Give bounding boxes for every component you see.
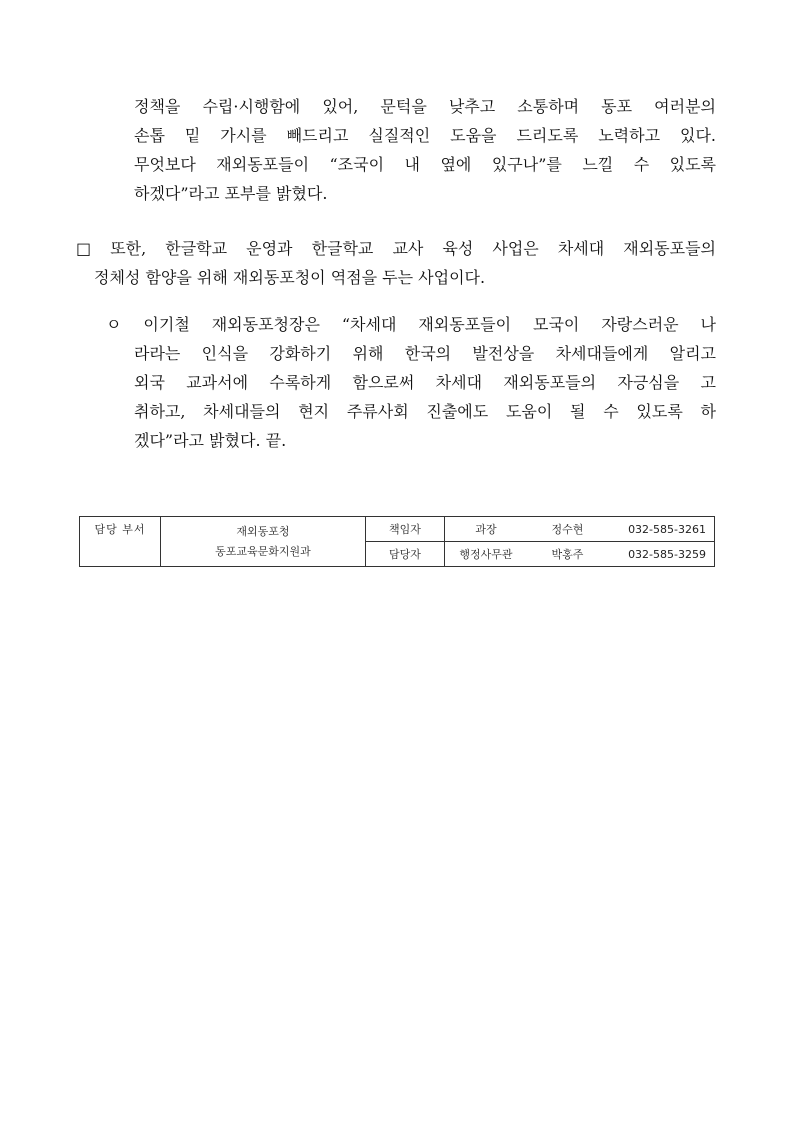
dept-name-line: 재외동포청 <box>236 524 290 538</box>
detail-cell <box>445 517 715 542</box>
dept-name-cell <box>161 517 366 567</box>
detail-row <box>445 546 714 562</box>
text-line-with-marker <box>106 310 716 339</box>
bullet-paragraph-circle-continuation <box>134 339 716 455</box>
bullet-paragraph-square-continuation <box>94 263 716 292</box>
square-bullet-icon: □ <box>76 239 92 258</box>
text-line-with-marker <box>76 234 716 263</box>
bullet-paragraph-circle <box>106 310 716 339</box>
text-line: 손톱 밑 가시를 빼드리고 실질적인 도움을 드리도록 노력하고 있다. <box>134 126 716 145</box>
person-name: 박홍주 <box>551 548 584 561</box>
phone-number: 032-585-3261 <box>628 522 706 536</box>
contact-table <box>79 516 715 567</box>
text-line: 취하고, 차세대들의 현지 주류사회 진출에도 도움이 될 수 있도록 하 <box>134 402 716 421</box>
paragraph-continuation <box>134 92 716 208</box>
text-line: 또한, 한글학교 운영과 한글학교 교사 육성 사업은 차세대 재외동포들의 <box>110 239 716 258</box>
text-line: 이기철 재외동포청장은 “차세대 재외동포들이 모국이 자랑스러운 나 <box>143 315 717 334</box>
person-name: 정수현 <box>551 523 584 536</box>
dept-label-cell: 담당 부서 <box>80 517 161 567</box>
text-line: 정책을 수립·시행함에 있어, 문턱을 낮추고 소통하며 동포 여러분의 <box>134 97 716 116</box>
text-line: 라라는 인식을 강화하기 위해 한국의 발전상을 차세대들에게 알리고 <box>134 344 716 363</box>
phone-number: 032-585-3259 <box>628 547 706 561</box>
text-line: 무엇보다 재외동포들이 “조국이 내 옆에 있구나”를 느낄 수 있도록 <box>134 155 716 174</box>
table-row <box>80 517 715 542</box>
text-line: 외국 교과서에 수록하게 함으로써 차세대 재외동포들의 자긍심을 고 <box>134 373 716 392</box>
detail-row <box>445 521 714 537</box>
role-cell: 책임자 <box>366 517 445 542</box>
dept-name-line: 동포교육문화지원과 <box>215 544 311 558</box>
text-line: 정체성 함양을 위해 재외동포청이 역점을 두는 사업이다. <box>94 268 486 287</box>
job-title: 행정사무관 <box>459 548 513 561</box>
circle-bullet-icon: ㅇ <box>106 315 122 334</box>
text-line: 하겠다”라고 포부를 밝혔다. <box>134 184 328 203</box>
text-line: 겠다”라고 밝혔다. 끝. <box>134 431 287 450</box>
role-cell: 담당자 <box>366 542 445 567</box>
detail-cell <box>445 542 715 567</box>
bullet-paragraph-square <box>76 234 716 263</box>
job-title: 과장 <box>475 523 497 536</box>
